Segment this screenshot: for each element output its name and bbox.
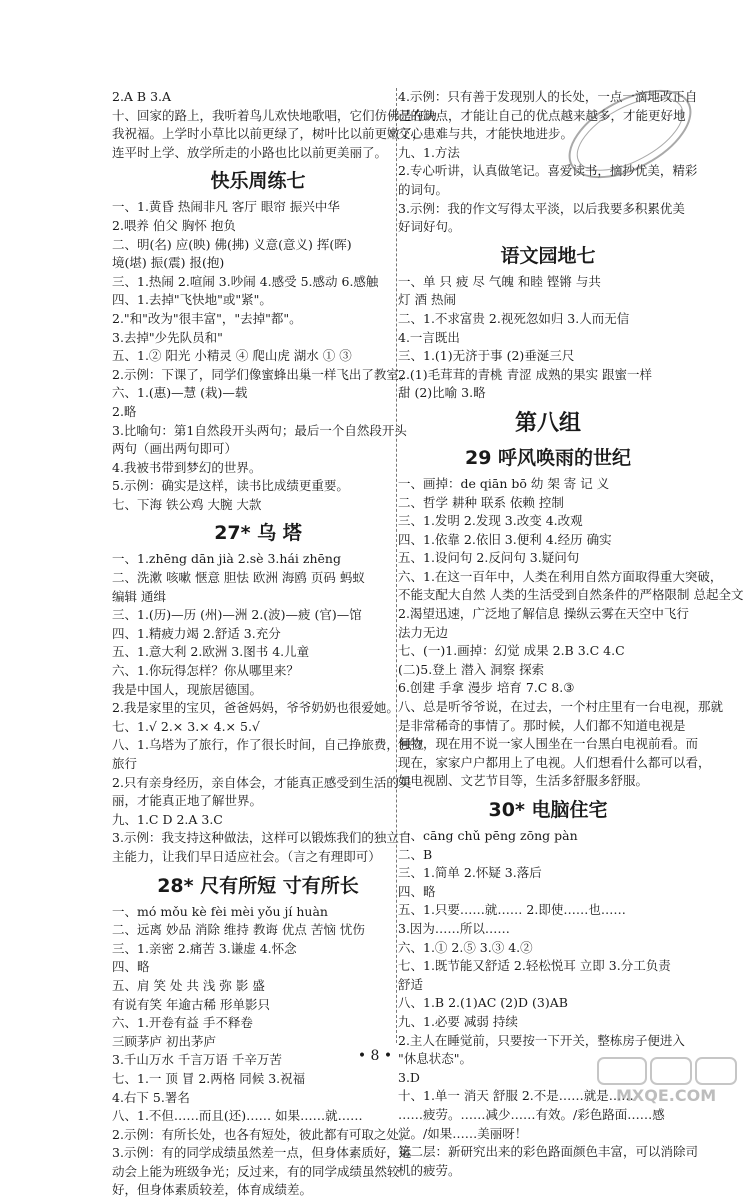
right-section-title: 30* 电脑住宅	[488, 799, 608, 821]
left-answer-line: 2.我是家里的宝贝，爸爸妈妈，爷爷奶奶也很爱她。	[112, 700, 399, 716]
left-answer-line: 连平时上学、放学所走的小路也比以前更美丽了。	[112, 144, 388, 160]
right-answer-line: 九、1.必要 减弱 持续	[398, 1013, 518, 1029]
right-answer-line: 2.主人在睡觉前，只要按一下开关，整栋房子便进入	[398, 1032, 685, 1048]
right-answer-line: 四、略	[398, 883, 436, 899]
right-answer-line: 现在，家家户户都用上了电视。人们想看什么都可以看，	[398, 754, 711, 770]
left-answer-line: 3.千山万水 千言万语 千辛万苦	[112, 1052, 282, 1068]
right-answer-line: 一、单 只 疲 尽 气魄 和睦 铿锵 与共	[398, 273, 601, 289]
left-answer-line: 六、1.你玩得怎样？你从哪里来？	[112, 663, 299, 679]
right-answer-line: 七、(一)1.画掉：幻觉 成果 2.B 3.C 4.C	[398, 643, 625, 659]
left-answer-line: 十、回家的路上，我听着鸟儿欢快地歌唱，它们仿佛是在为	[112, 107, 438, 123]
left-answer-line: 4.我被书带到梦幻的世界。	[112, 459, 262, 475]
right-answer-line: 三、1.发明 2.发现 3.改变 4.改观	[398, 513, 583, 529]
left-answer-line: 六、1.(惠)—慧 (栽)—载	[112, 385, 248, 401]
left-answer-line: 二、洗漱 咳嗽 惬意 胆怯 欧洲 海鸥 页码 蚂蚁	[112, 570, 365, 586]
right-answer-line: 九、1.方法	[398, 144, 460, 160]
left-answer-line: 六、1.开卷有益 手不释卷	[112, 1015, 253, 1031]
right-answer-line: 舒适	[398, 976, 424, 992]
right-answer-line: 交心患难与共，才能快地进步。	[398, 126, 574, 142]
left-answer-line: 两句（画出两句即可）	[112, 441, 238, 457]
right-answer-line: 3.D	[398, 1069, 420, 1085]
left-answer-line: 境(堪) 振(震) 报(抱)	[112, 255, 225, 271]
right-answer-line: 2.渴望迅速，广泛地了解信息 操纵云雾在天空中飞行	[398, 606, 689, 622]
right-answer-line: 一、画掉：de qiān bō 幼 架 寄 记 义	[398, 475, 610, 491]
right-answer-line: 二、哲学 耕种 联系 依赖 控制	[398, 494, 564, 510]
left-answer-line: 2.略	[112, 403, 137, 419]
svg-text:MXQE.COM: MXQE.COM	[616, 1086, 717, 1105]
left-section-title: 快乐周练七	[210, 170, 306, 193]
right-answer-line: 二、1.不求富贵 2.视死忽如归 3.人而无信	[398, 310, 630, 326]
left-answer-line: 2.示例：有所长处，也各有短处，彼此都有可取之处。	[112, 1126, 412, 1142]
right-answer-line: 八、1.B 2.(1)AC (2)D (3)AB	[398, 995, 568, 1011]
left-answer-line: 五、1.意大利 2.欧洲 3.图书 4.儿童	[112, 644, 310, 660]
left-answer-line: 五、肩 笑 处 共 浅 弥 影 盛	[112, 977, 265, 993]
right-answer-line: "休息状态"。	[398, 1051, 472, 1067]
left-answer-line: 2.A B 3.A	[112, 89, 172, 104]
left-answer-line: 一、mó mǒu kè fèi mèi yǒu jí huàn	[112, 903, 328, 919]
right-answer-line: 己的缺点，才能让自己的优点越来越多，才能更好地	[398, 107, 686, 123]
left-answer-line: 九、1.C D 2.A 3.C	[112, 811, 223, 827]
left-answer-line: 3.去掉"少先队员和"	[112, 329, 223, 345]
left-answer-line: 3.示例：我支持这种做法，这样可以锻炼我们的独立自	[112, 830, 412, 846]
right-answer-line: 的词句。	[398, 181, 449, 197]
left-answer-line: 四、1.精疲力竭 2.舒适 3.充分	[112, 625, 281, 641]
left-answer-line: 丽，才能真正地了解世界。	[112, 793, 263, 809]
left-answer-line: 3.示例：有的同学成绩虽然差一点，但身体素质好，运	[112, 1145, 412, 1161]
right-answer-line: 灯 酒 热闹	[398, 292, 456, 308]
right-answer-line: 八、总是听爷爷说，在过去，一个村庄里有一台电视，那就	[398, 699, 724, 715]
right-answer-line: 4.一言既出	[398, 329, 460, 345]
right-answer-line: 十、1.单一 消天 舒服 2.不是……就是……	[398, 1088, 634, 1104]
right-answer-line: 不能支配大自然 人类的生活受到自然条件的严格限制 总起全文	[398, 587, 744, 603]
right-column	[398, 88, 744, 1180]
left-answer-line: 四、1.去掉"飞快地"或"紧"。	[112, 292, 272, 308]
right-answer-line: 6.创建 手拿 漫步 培育 7.C 8.③	[398, 680, 575, 696]
right-answer-line: 四、1.依靠 2.依旧 3.便利 4.经历 确实	[398, 531, 612, 547]
watermark-logo	[596, 1056, 741, 1104]
left-answer-line: 七、1.√ 2.× 3.× 4.× 5.√	[112, 718, 260, 734]
right-answer-line: 三、1.(1)无济于事 (2)垂涎三尺	[398, 348, 575, 364]
left-answer-line: 二、明(名) 应(映) 佛(拂) 义意(意义) 挥(晖)	[112, 236, 352, 252]
right-answer-line: 三、1.简单 2.怀疑 3.落后	[398, 865, 542, 881]
right-answer-line: 是非常稀奇的事情了。那时候，人们都不知道电视是	[398, 717, 686, 733]
left-answer-line: 主能力，让我们早日适应社会。（言之有理即可）	[112, 848, 381, 864]
left-answer-line: 我祝福。上学时小草比以前更绿了，树叶比以前更嫩了，	[112, 126, 425, 142]
right-answer-line: 3.示例：我的作文写得太平淡，以后我要多积累优美	[398, 200, 685, 216]
right-answer-line: 好词好句。	[398, 219, 461, 235]
left-section-title: 27* 乌 塔	[214, 522, 302, 545]
page-number: • 8 •	[357, 1048, 393, 1064]
left-answer-line: 三、1.热闹 2.喧闹 3.吵闹 4.感受 5.感动 6.感触	[112, 273, 379, 289]
right-answer-line: 六、1.在这一百年中，人类在利用自然方面取得重大突破，	[398, 568, 723, 584]
right-answer-line: 七、1.既节能又舒适 2.轻松悦耳 立即 3.分工负责	[398, 958, 671, 974]
left-answer-line: 七、1.一 顶 冒 2.两格 同候 3.祝福	[112, 1070, 306, 1086]
right-section-title: 29 呼风唤雨的世纪	[464, 446, 632, 469]
right-answer-line: 一、cāng chǔ pēng zōng pàn	[398, 828, 578, 843]
left-answer-line: 三顾茅庐 初出茅庐	[112, 1033, 216, 1049]
right-answer-line: 4.示例：只有善于发现别人的长处，一点一滴地改正自	[398, 89, 698, 104]
left-answer-line: 二、远离 妙品 消除 维持 教诲 优点 苦恼 忧伤	[112, 922, 365, 938]
left-answer-line: 一、1.zhēng dān jià 2.sè 3.hái zhēng	[112, 551, 341, 567]
left-answer-line: 好，但身体素质较差，体育成绩差。	[112, 1182, 313, 1198]
right-answer-line: 3.因为……所以……	[398, 920, 510, 936]
right-answer-line: 二、B	[398, 846, 433, 862]
left-answer-line: 五、1.② 阳光 小精灵 ④ 爬山虎 湖水 ① ③	[112, 348, 352, 364]
left-section-title: 28* 尺有所短 寸有所长	[157, 874, 359, 897]
left-answer-line: 编辑 通缉	[112, 588, 166, 604]
right-answer-line: 2.(1)毛茸茸的青桃 青涩 成熟的果实 跟蜜一样	[398, 366, 653, 382]
right-answer-line: ……疲劳。……减少……有效。/彩色路面……感	[398, 1106, 665, 1122]
right-answer-line: 第二层：新研究出来的彩色路面颜色丰富，可以消除司	[398, 1144, 699, 1160]
left-answer-line: 七、下海 铁公鸡 大腕 大款	[112, 496, 262, 512]
left-answer-line: 5.示例：确实是这样，读书比成绩更重要。	[112, 478, 349, 494]
left-answer-line: 2.喂养 伯父 胸怀 抱负	[112, 217, 236, 233]
right-answer-line: 五、1.只要……就…… 2.即使……也……	[398, 902, 626, 918]
left-answer-line: 一、1.黄昏 热闹非凡 客厅 眼帘 振兴中华	[112, 199, 340, 215]
left-answer-line: 3.比喻句：第1自然段开头两句；最后一个自然段开头	[112, 422, 407, 438]
left-answer-line: 三、1.(历)—历 (州)—洲 2.(波)—疲 (官)—馆	[112, 607, 362, 623]
left-answer-line: 2."和"改为"很丰富"，"去掉"都"。	[112, 310, 302, 326]
right-answer-line: 觉。/如果……美丽呀！	[398, 1125, 528, 1141]
left-answer-line: 我是中国人，现旅居德国。	[112, 681, 263, 697]
right-answer-line: 何物，现在用不说一家人围坐在一台黑白电视前看。而	[398, 736, 699, 752]
right-answer-line: 六、1.① 2.⑤ 3.③ 4.②	[398, 939, 533, 955]
right-answer-line: 如电视剧、文艺节目等，生活多舒服多舒服。	[398, 773, 649, 789]
left-answer-line: 八、1.乌塔为了旅行，作了很长时间，自己挣旅费，独立	[112, 737, 424, 753]
left-answer-line: 八、1.不但……而且(还)…… 如果……就……	[112, 1108, 363, 1124]
left-answer-line: 三、1.亲密 2.痛苦 3.谦虚 4.怀念	[112, 940, 297, 956]
right-answer-line: 法力无边	[398, 624, 449, 640]
right-answer-line: (二)5.登上 潜入 洞察 探索	[398, 661, 545, 677]
right-answer-line: 五、1.设问句 2.反问句 3.疑问句	[398, 550, 580, 566]
right-answer-line: 机的疲劳。	[398, 1162, 461, 1178]
right-answer-line: 2.专心听讲，认真做笔记。喜爱读书，摘抄优美，精彩	[398, 163, 698, 179]
left-answer-line: 4.右下 5.署名	[112, 1089, 190, 1105]
left-answer-line: 四、略	[112, 959, 150, 975]
left-answer-line: 2.只有亲身经历，亲自体会，才能真正感受到生活的美	[112, 774, 412, 790]
right-section-title: 第八组	[514, 410, 581, 436]
right-answer-line: 甜 (2)比喻 3.略	[398, 385, 486, 401]
left-answer-line: 动会上能为班级争光；反过来，有的同学成绩虽然较	[112, 1163, 400, 1179]
right-section-title: 语文园地七	[500, 244, 596, 267]
left-answer-line: 有说有笑 年逾古稀 形单影只	[112, 996, 270, 1012]
left-answer-line: 2.示例：下课了，同学们像蜜蜂出巢一样飞出了教室。	[112, 366, 412, 382]
left-answer-line: 旅行	[112, 756, 138, 771]
